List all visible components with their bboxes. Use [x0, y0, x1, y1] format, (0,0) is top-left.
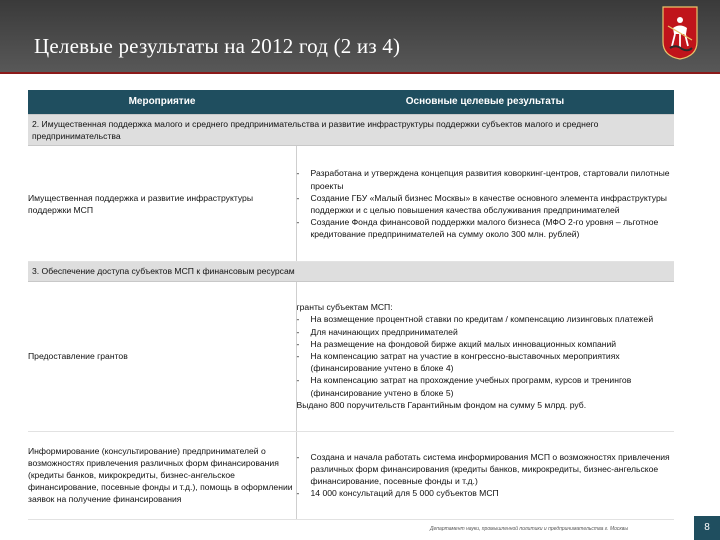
- section-title-3: 3. Обеспечение доступа субъектов МСП к финансовым ресурсам: [28, 262, 674, 281]
- moscow-coat-of-arms-icon: [662, 6, 698, 60]
- table-header-row: [28, 90, 674, 115]
- page-number: 8: [704, 522, 710, 533]
- list-item: - На компенсацию затрат на участие в конгрессно-выставочных мероприятиях (финансирование учтено в блоке 4): [297, 350, 675, 374]
- list-item: - На размещение на фондовой бирже акций малых инновационных компаний: [297, 338, 675, 350]
- list-item: - 14 000 консультаций для 5 000 субъектов МСП: [297, 487, 675, 499]
- footer-department-note: Департамент науки, промышленной политики и предпринимательства г. Москвы: [430, 526, 629, 532]
- section-row-3: [28, 262, 674, 281]
- results-cell: [296, 431, 674, 519]
- page-number-box: [694, 516, 720, 540]
- results-list: [297, 313, 675, 398]
- results-cell: [296, 281, 674, 431]
- results-outro: Выдано 800 поручительств Гарантийным фондом на сумму 5 млрд. руб.: [296, 399, 587, 410]
- column-header-results: Основные целевые результаты: [296, 90, 674, 115]
- results-cell: [296, 146, 674, 262]
- list-item: - Для начинающих предпринимателей: [297, 326, 675, 338]
- list-item: - На компенсацию затрат на прохождение учебных программ, курсов и тренингов (финансирование учтено в блоке 5): [297, 374, 675, 398]
- header-divider: [0, 72, 720, 74]
- activity-cell: Предоставление грантов: [28, 281, 296, 431]
- table-row: [28, 146, 674, 262]
- section-row-2: [28, 115, 674, 146]
- list-item: - Разработана и утверждена концепция развития коворкинг-центров, стартовали пилотные проекты: [297, 167, 675, 191]
- results-table: [28, 90, 674, 520]
- section-title-2: 2. Имущественная поддержка малого и среднего предпринимательства и развитие инфраструктуры поддержки субъектов малого и среднего предпринимательства: [28, 115, 674, 146]
- table-row: [28, 431, 674, 519]
- list-item: - На возмещение процентной ставки по кредитам / компенсацию лизинговых платежей: [297, 313, 675, 325]
- activity-cell: Информирование (консультирование) предпринимателей о возможностях привлечения различных форм финансирования (кредиты банков, микрокредиты, бизнес-ангельское финансирование, посевные фонды и т.д.), помощь в оформлении заявок на получение финансирования: [28, 431, 296, 519]
- list-item: - Создана и начала работать система информирования МСП о возможностях привлечения различных форм финансирования (кредиты банков, микрокредиты, бизнес-ангельское финансирование, посевные фонды и т.д.): [297, 451, 675, 488]
- slide-title: Целевые результаты на 2012 год (2 из 4): [34, 34, 401, 58]
- column-header-activity: Мероприятие: [28, 90, 296, 115]
- results-intro: гранты субъектам МСП:: [296, 302, 393, 313]
- slide-header: [0, 0, 720, 72]
- list-item: - Создание ГБУ «Малый бизнес Москвы» в качестве основного элемента инфраструктуры поддержки и с целью повышения качества обслуживания предпринимателей: [297, 192, 675, 216]
- list-item: - Создание Фонда финансовой поддержки малого бизнеса (МФО 2-го уровня – льготное кредитование предпринимателей на сумму около 300 млн. рублей): [297, 216, 675, 240]
- results-list: [297, 167, 675, 240]
- activity-cell: Имущественная поддержка и развитие инфраструктуры поддержки МСП: [28, 146, 296, 262]
- table-row: [28, 281, 674, 431]
- results-list: [297, 451, 675, 500]
